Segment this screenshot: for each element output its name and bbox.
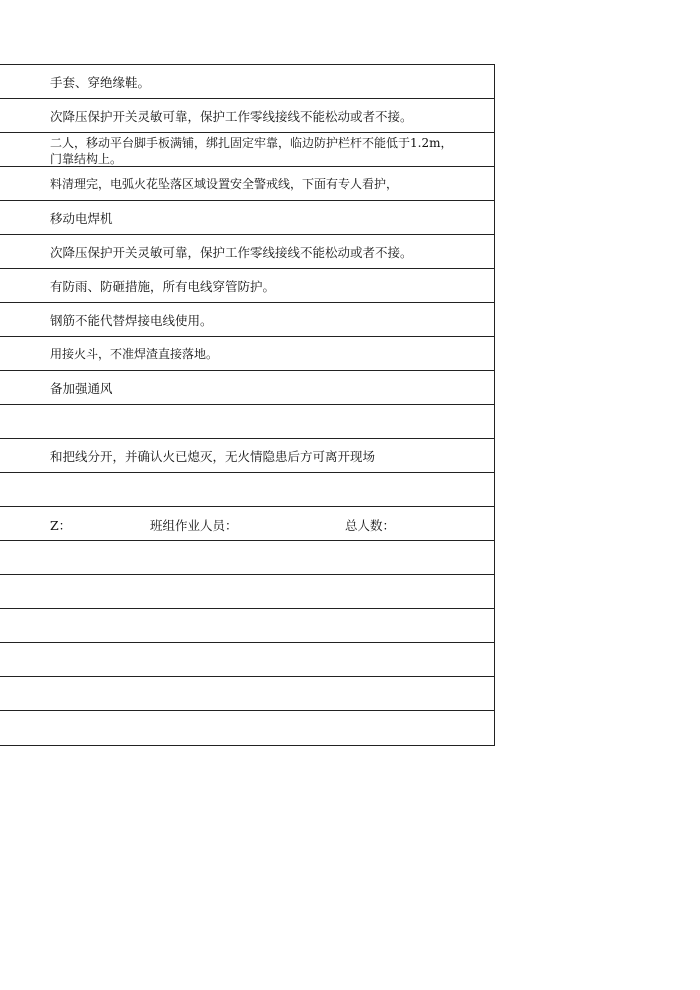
row-text: 备加强通风 (50, 380, 113, 396)
row-text: 料清理完，电弧火花坠落区域设置安全警戒线，下面有专人看护， (50, 177, 399, 191)
table-row (0, 166, 494, 200)
row-text-line: 二人，移动平台脚手板满铺，绑扎固定牢靠，临边防护栏杆不能低于1.2m， (50, 136, 453, 150)
table-row (0, 302, 494, 336)
table-row (0, 438, 494, 472)
table-row (0, 200, 494, 234)
table-row (0, 234, 494, 268)
row-text: 用接火斗，不准焊渣直接落地。 (50, 347, 219, 361)
row-text: 和把线分开，并确认火已熄灭，无火情隐患后方可离开现场 (50, 448, 376, 464)
row-text: 钢筋不能代替焊接电线使用。 (50, 312, 213, 328)
row-text: 次降压保护开关灵敏可靠，保护工作零线接线不能松动或者不接。 (50, 108, 413, 124)
signature-label-left: Z： (50, 518, 72, 533)
crew-members-label: 班组作业人员： (150, 518, 238, 533)
blank-row (0, 710, 494, 746)
blank-row (0, 676, 494, 710)
table-row (0, 336, 494, 370)
table-row (0, 404, 494, 438)
table-row (0, 64, 494, 98)
table-row (0, 98, 494, 132)
table-row (0, 268, 494, 302)
checklist-table (0, 64, 495, 746)
total-headcount-label: 总人数： (345, 518, 396, 533)
row-text-multiline (0, 133, 452, 167)
signature-row (0, 506, 494, 540)
row-text: 移动电焊机 (50, 210, 113, 226)
blank-row (0, 642, 494, 676)
row-text-line: 门靠结构上。 (50, 152, 123, 166)
blank-row (0, 574, 494, 608)
blank-row (0, 608, 494, 642)
row-text: 手套、穿绝缘鞋。 (50, 74, 151, 90)
table-row (0, 370, 494, 404)
blank-row (0, 540, 494, 574)
row-text: 次降压保护开关灵敏可靠，保护工作零线接线不能松动或者不接。 (50, 244, 413, 260)
table-row (0, 472, 494, 506)
table-row (0, 132, 494, 166)
row-text: 有防雨、防砸措施，所有电线穿管防护。 (50, 278, 276, 294)
